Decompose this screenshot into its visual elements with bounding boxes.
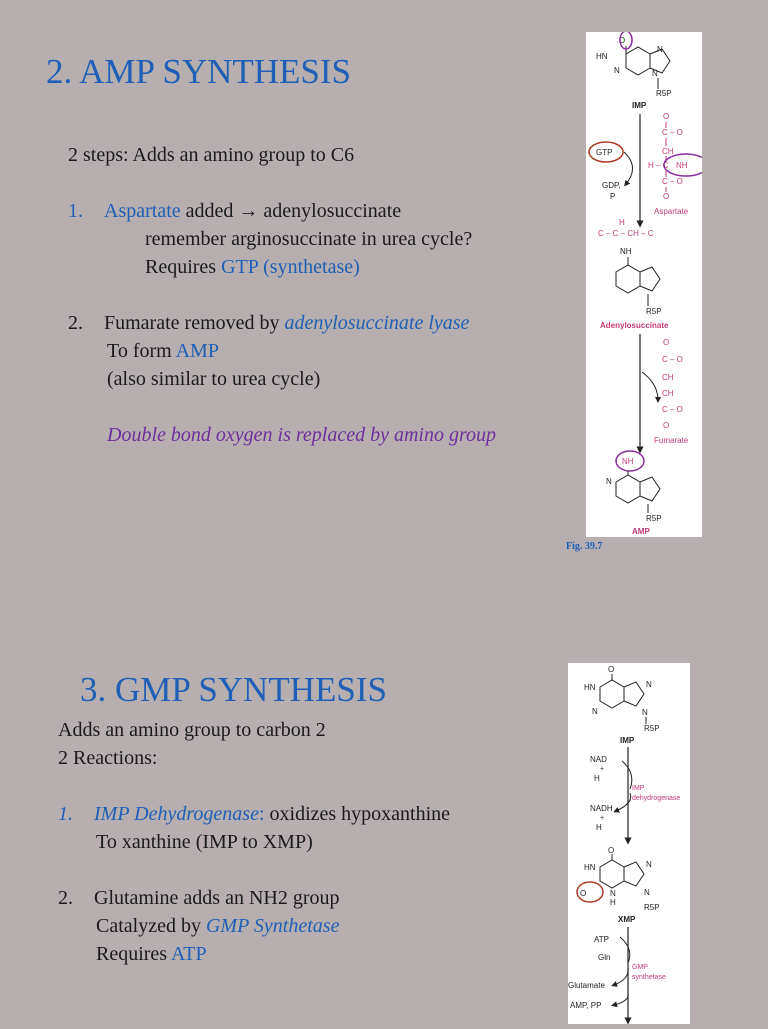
- xmp-ring: [600, 854, 644, 888]
- nad-label: NAD: [590, 755, 607, 764]
- gmp-imp-ring: [600, 674, 644, 708]
- xmp-label: XMP: [618, 915, 636, 924]
- nad-plus: +: [600, 766, 605, 773]
- xmp-o-c2: O: [580, 889, 587, 898]
- atp-label: ATP: [594, 935, 609, 944]
- gmp-imp-hn: HN: [584, 683, 596, 692]
- imp-hn-label: HN: [596, 52, 608, 61]
- fum-o-top: O: [663, 338, 670, 347]
- amp-step2-number: 2.: [68, 312, 83, 334]
- amp-ring: [616, 471, 660, 503]
- gmp-imp-n7: N: [646, 680, 652, 689]
- amp-intro: 2 steps: Adds an amino group to C6: [68, 144, 355, 166]
- gmp-step1-line1: [58, 804, 450, 824]
- xmp-hn: HN: [584, 863, 596, 872]
- nadh-plus: +: [600, 815, 605, 822]
- amp-step1-number: 1.: [68, 200, 83, 222]
- gtp-label: GTP: [596, 148, 613, 157]
- fum-ch-1: CH: [662, 373, 674, 382]
- adenylo-h: H: [619, 218, 625, 227]
- gmp-line2: 2 Reactions:: [58, 747, 158, 769]
- imp-structure: [626, 46, 670, 75]
- gln-label: Gln: [598, 953, 611, 962]
- imp-oxygen: O: [618, 36, 626, 45]
- amp-step1-line3: [145, 257, 360, 277]
- gmp-synthetase-label-1: GMP: [632, 964, 648, 971]
- imp-dehydrogenase-term: IMP Dehydrogenase: [94, 803, 259, 825]
- gmp-pathway-diagram: [568, 663, 690, 1024]
- gdp-label: GDP,: [602, 181, 621, 190]
- amp-pathway-diagram: [586, 32, 702, 537]
- gmp-synthetase-label-2: synthetase: [632, 974, 666, 981]
- nadh-label: NADH: [590, 804, 613, 813]
- requires-label-2: Requires: [96, 943, 171, 965]
- fumarate-label: Fumarate: [654, 436, 689, 445]
- gmp-step1-number: 1.: [58, 803, 73, 825]
- amp-ppi-label: AMP, PP: [570, 1001, 602, 1010]
- atp-term: ATP: [171, 943, 207, 965]
- amp-step2-line2: [107, 341, 219, 361]
- gmp-pathway-figure: [568, 663, 690, 1024]
- h2o-label: H: [594, 774, 600, 783]
- xmp-n9: N: [644, 888, 650, 897]
- amp-label: AMP: [632, 527, 650, 536]
- imp-dh-label-2: dehydrogenase: [632, 795, 681, 802]
- xmp-h: H: [610, 898, 616, 907]
- asp-o-bottom: O: [663, 192, 670, 201]
- fum-o-bottom: O: [663, 421, 670, 430]
- adenylosuccinate-ring: [616, 257, 660, 293]
- gmp-synthetase-term: GMP Synthetase: [205, 915, 340, 937]
- amp-step1-line1: [68, 201, 401, 221]
- asp-carboxyl-1: C – O: [662, 128, 683, 137]
- imp-r5p-label: R5P: [656, 89, 672, 98]
- requires-label: Requires: [145, 256, 222, 278]
- gmp-imp-o: O: [608, 665, 615, 674]
- asp-h-c: H – C: [648, 161, 669, 170]
- amp-pathway-figure: [586, 32, 702, 537]
- asp-carboxyl-2: C – O: [662, 177, 683, 186]
- hplus-label: H: [596, 823, 602, 832]
- amp-step2-line3: (also similar to urea cycle): [107, 368, 321, 390]
- imp-n3-label: N: [614, 66, 620, 75]
- gmp-step2-line3: [96, 944, 207, 964]
- amp-n1-label: N: [606, 477, 612, 486]
- colon: :: [258, 803, 265, 825]
- fum-carboxyl-1: C – O: [662, 355, 683, 364]
- imp-label: IMP: [632, 101, 647, 110]
- asp-nh3: NH: [676, 161, 688, 170]
- pi-label: P: [610, 192, 616, 201]
- gtp-synthetase-term: GTP (synthetase): [221, 256, 360, 278]
- amp-step2-line1: [68, 313, 469, 333]
- amp-term: AMP: [175, 340, 219, 362]
- gmp-step1-line2: To xanthine (IMP to XMP): [96, 831, 313, 853]
- aspartate-term: Aspartate: [104, 200, 181, 222]
- right-arrow-icon: →: [238, 200, 259, 222]
- gmp-imp-label: IMP: [620, 736, 635, 745]
- fum-carboxyl-2: C – O: [662, 405, 683, 414]
- adenylosuccinate-lyase-term: adenylosuccinate lyase: [284, 312, 470, 334]
- amp-nh2-label: NH: [622, 457, 634, 466]
- imp-n9-label: N: [652, 69, 658, 78]
- gmp-title: 3. GMP SYNTHESIS: [80, 670, 387, 709]
- amp-note: Double bond oxygen is replaced by amino group: [107, 424, 496, 446]
- gmp-step2-text: Glutamine adds an NH2 group: [94, 887, 340, 909]
- amp-title: 2. AMP SYNTHESIS: [46, 52, 352, 91]
- xmp-r5p: R5P: [644, 903, 660, 912]
- imp-n7-label: N: [657, 45, 663, 54]
- adenylosuccinate-term: adenylosuccinate: [258, 200, 402, 222]
- catalyzed-by-label: Catalyzed by: [96, 915, 206, 937]
- xmp-n3: N: [610, 889, 616, 898]
- amp-step2-text: Fumarate removed by: [104, 312, 285, 334]
- aspartate-label: Aspartate: [654, 207, 689, 216]
- gmp-line1: Adds an amino group to carbon 2: [58, 719, 326, 741]
- adenylo-chain: C – C – CH – C: [598, 229, 654, 238]
- adenylosuccinate-label: Adenylosuccinate: [600, 321, 669, 330]
- xmp-o-top: O: [608, 846, 615, 855]
- adenylo-r5p: R5P: [646, 307, 662, 316]
- glutamate-label: Glutamate: [568, 981, 605, 990]
- amp-r5p: R5P: [646, 514, 662, 523]
- gmp-imp-n9: N: [642, 708, 648, 717]
- amp-step1-text: added: [180, 200, 239, 222]
- amp-step1-line2: remember arginosuccinate in urea cycle?: [145, 228, 473, 250]
- gmp-step2-number: 2.: [58, 887, 73, 909]
- gmp-step1-text: oxidizes hypoxanthine: [264, 803, 451, 825]
- gmp-step2-line2: [96, 916, 339, 936]
- fum-ch-2: CH: [662, 389, 674, 398]
- asp-ch2: CH: [662, 147, 674, 156]
- gmp-step2-line1: [58, 888, 340, 908]
- amp-figure-caption: Fig. 39.7: [566, 541, 603, 552]
- adenylo-nh: NH: [620, 247, 632, 256]
- gmp-imp-r5p: R5P: [644, 724, 660, 733]
- asp-o-top: O: [663, 112, 670, 121]
- to-form-label: To form: [107, 340, 176, 362]
- gmp-imp-n3: N: [592, 707, 598, 716]
- xmp-n7: N: [646, 860, 652, 869]
- imp-dh-label-1: IMP: [632, 785, 645, 792]
